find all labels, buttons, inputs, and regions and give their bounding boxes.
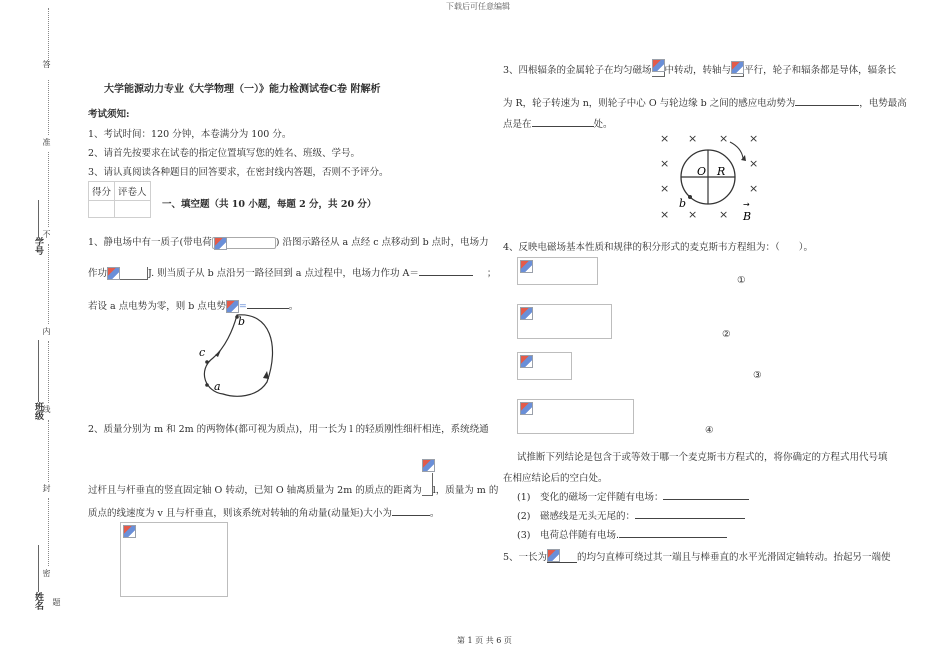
side-char-zhun: 准 xyxy=(42,138,51,146)
equation-image-1 xyxy=(517,257,598,285)
svg-text:×: × xyxy=(719,208,729,221)
question-3-line1: 3、四根辐条的金属轮子在均匀磁场 中转动，转轴与 平行，轮子和辐条都是导体，辐条长 xyxy=(503,62,896,77)
question-2-line1: 2、质量分别为 m 和 2m 的两物体(都可视为质点)，用一长为 l 的轻质刚性细杆相连，系统绕通 xyxy=(88,424,489,435)
svg-text:×: × xyxy=(660,182,670,195)
equation-number-4: ④ xyxy=(705,425,714,436)
question-4-stem: 4、反映电磁场基本性质和规律的积分形式的麦克斯韦方程组为：（ ）。 xyxy=(503,242,814,253)
name-label: 姓名 xyxy=(33,592,43,610)
side-char-bu: 不 xyxy=(42,230,51,238)
svg-text:×: × xyxy=(749,132,759,145)
image-placeholder-icon xyxy=(547,549,560,562)
question-4-item-1: (1) 变化的磁场一定伴随有电场： xyxy=(517,489,749,503)
answer-blank[interactable] xyxy=(419,266,473,276)
question-5-line1: 5、一长为 的均匀直棒可绕过其一端且与棒垂直的水平光滑固定轴转动。抬起另一端使 xyxy=(503,549,891,563)
page-footer: 第 1 页 共 6 页 xyxy=(457,636,512,645)
grader-cell[interactable] xyxy=(115,201,151,218)
radius-r-label: R xyxy=(717,165,726,178)
magnetic-field-label: B xyxy=(743,210,752,222)
header-note: 下载后可任意编辑 xyxy=(446,2,510,11)
side-char-da: 答 xyxy=(42,60,51,68)
answer-blank[interactable] xyxy=(795,96,859,106)
answer-blank[interactable] xyxy=(532,117,594,127)
image-placeholder-icon xyxy=(107,267,120,280)
answer-blank[interactable] xyxy=(619,528,727,538)
svg-text:×: × xyxy=(688,132,698,145)
question-2-line3: 质点的线速度为 v 且与杆垂直，则该系统对转轴的角动量(动量矩)大小为 。 xyxy=(88,508,440,519)
rotating-wheel-figure xyxy=(650,130,765,222)
student-id-label: 学号 xyxy=(33,237,43,255)
equation-image-2 xyxy=(517,304,612,339)
image-placeholder-icon xyxy=(520,402,533,415)
image-placeholder-icon xyxy=(123,525,136,538)
score-cell[interactable] xyxy=(89,201,115,218)
answer-blank[interactable] xyxy=(392,506,430,516)
score-table xyxy=(88,181,151,218)
image-placeholder-icon xyxy=(520,260,533,273)
point-a-label: a xyxy=(214,380,221,393)
notice-heading: 考试须知: xyxy=(88,109,130,120)
section-heading: 一、填空题（共 10 小题，每题 2 分，共 20 分） xyxy=(162,199,377,210)
class-label: 班级 xyxy=(33,402,43,420)
charge-path-figure xyxy=(195,310,285,400)
svg-text:×: × xyxy=(719,132,729,145)
vector-arrow: → xyxy=(743,200,750,209)
svg-text:×: × xyxy=(749,157,759,170)
answer-blank[interactable] xyxy=(247,299,289,309)
svg-text:×: × xyxy=(660,132,670,145)
equation-number-1: ① xyxy=(737,275,746,286)
notice-item: 1、考试时间：120 分钟，本卷满分为 100 分。 xyxy=(88,129,292,140)
notice-item: 3、请认真阅读各种题目的回答要求，在密封线内答题，否则不予评分。 xyxy=(88,167,389,178)
image-placeholder-icon xyxy=(422,459,435,472)
image-placeholder-icon xyxy=(520,355,533,368)
grader-cell-label: 评卷人 xyxy=(115,182,151,201)
question-4-instruction: 试推断下列结论是包含于或等效于哪一个麦克斯韦方程式的，将你确定的方程式用代号填 xyxy=(517,452,888,463)
equation-image-3 xyxy=(517,352,572,380)
point-c-label: c xyxy=(199,346,206,359)
svg-text:×: × xyxy=(688,208,698,221)
image-placeholder-icon xyxy=(652,59,665,72)
answer-image-box xyxy=(120,522,228,597)
image-placeholder-icon xyxy=(520,307,533,320)
question-4-item-2: (2) 磁感线是无头无尾的： xyxy=(517,508,745,522)
point-b-label: b xyxy=(238,315,246,328)
side-char-ti: 题 xyxy=(52,598,61,606)
side-char-xian: 线 xyxy=(42,405,51,413)
side-char-nei: 内 xyxy=(42,327,51,335)
image-placeholder-icon xyxy=(731,61,744,74)
svg-text:×: × xyxy=(749,182,759,195)
center-o-label: O xyxy=(697,165,707,178)
equation-number-3: ③ xyxy=(753,370,762,381)
side-char-feng: 封 xyxy=(42,484,51,492)
svg-text:×: × xyxy=(660,208,670,221)
question-2-line2: 过杆且与杆垂直的竖直固定轴 O 转动，已知 O 轴离质量为 2m 的质点的距离为 l，质量为 m 的 xyxy=(88,473,498,496)
question-4-item-3: (3) 电荷总伴随有电场. xyxy=(517,527,727,541)
answer-blank[interactable] xyxy=(635,509,745,519)
question-4-instruction-cont: 在相应结论后的空白处。 xyxy=(503,473,608,484)
edge-b-label: b xyxy=(679,197,687,210)
question-1-line1: 1、静电场中有一质子(带电荷 ) 沿图示路径从 a 点经 c 点移动到 b 点时，电场力 xyxy=(88,237,489,248)
question-3-line2: 为 R，轮子转速为 n，则轮子中心 O 与轮边缘 b 之间的感应电动势为 ，电势最高 xyxy=(503,98,907,109)
image-placeholder-icon xyxy=(214,237,227,250)
equation-image-4 xyxy=(517,399,634,434)
exam-title: 大学能源动力专业《大学物理（一）》能力检测试卷C卷 附解析 xyxy=(104,84,381,95)
side-char-mi: 密 xyxy=(42,569,51,577)
svg-text:×: × xyxy=(660,157,670,170)
score-cell-label: 得分 xyxy=(89,182,115,201)
answer-blank[interactable] xyxy=(663,490,749,500)
question-1-line3: 若设 a 点电势为零，则 b 点电势 = 。 xyxy=(88,301,299,312)
equation-number-2: ② xyxy=(722,329,731,340)
question-3-line3: 点是在 处。 xyxy=(503,119,613,130)
question-1-line2: 作功 J. 则当质子从 b 点沿另一路径回到 a 点过程中，电场力作功 A＝ ； xyxy=(88,268,497,279)
notice-item: 2、请首先按要求在试卷的指定位置填写您的姓名、班级、学号。 xyxy=(88,148,361,159)
